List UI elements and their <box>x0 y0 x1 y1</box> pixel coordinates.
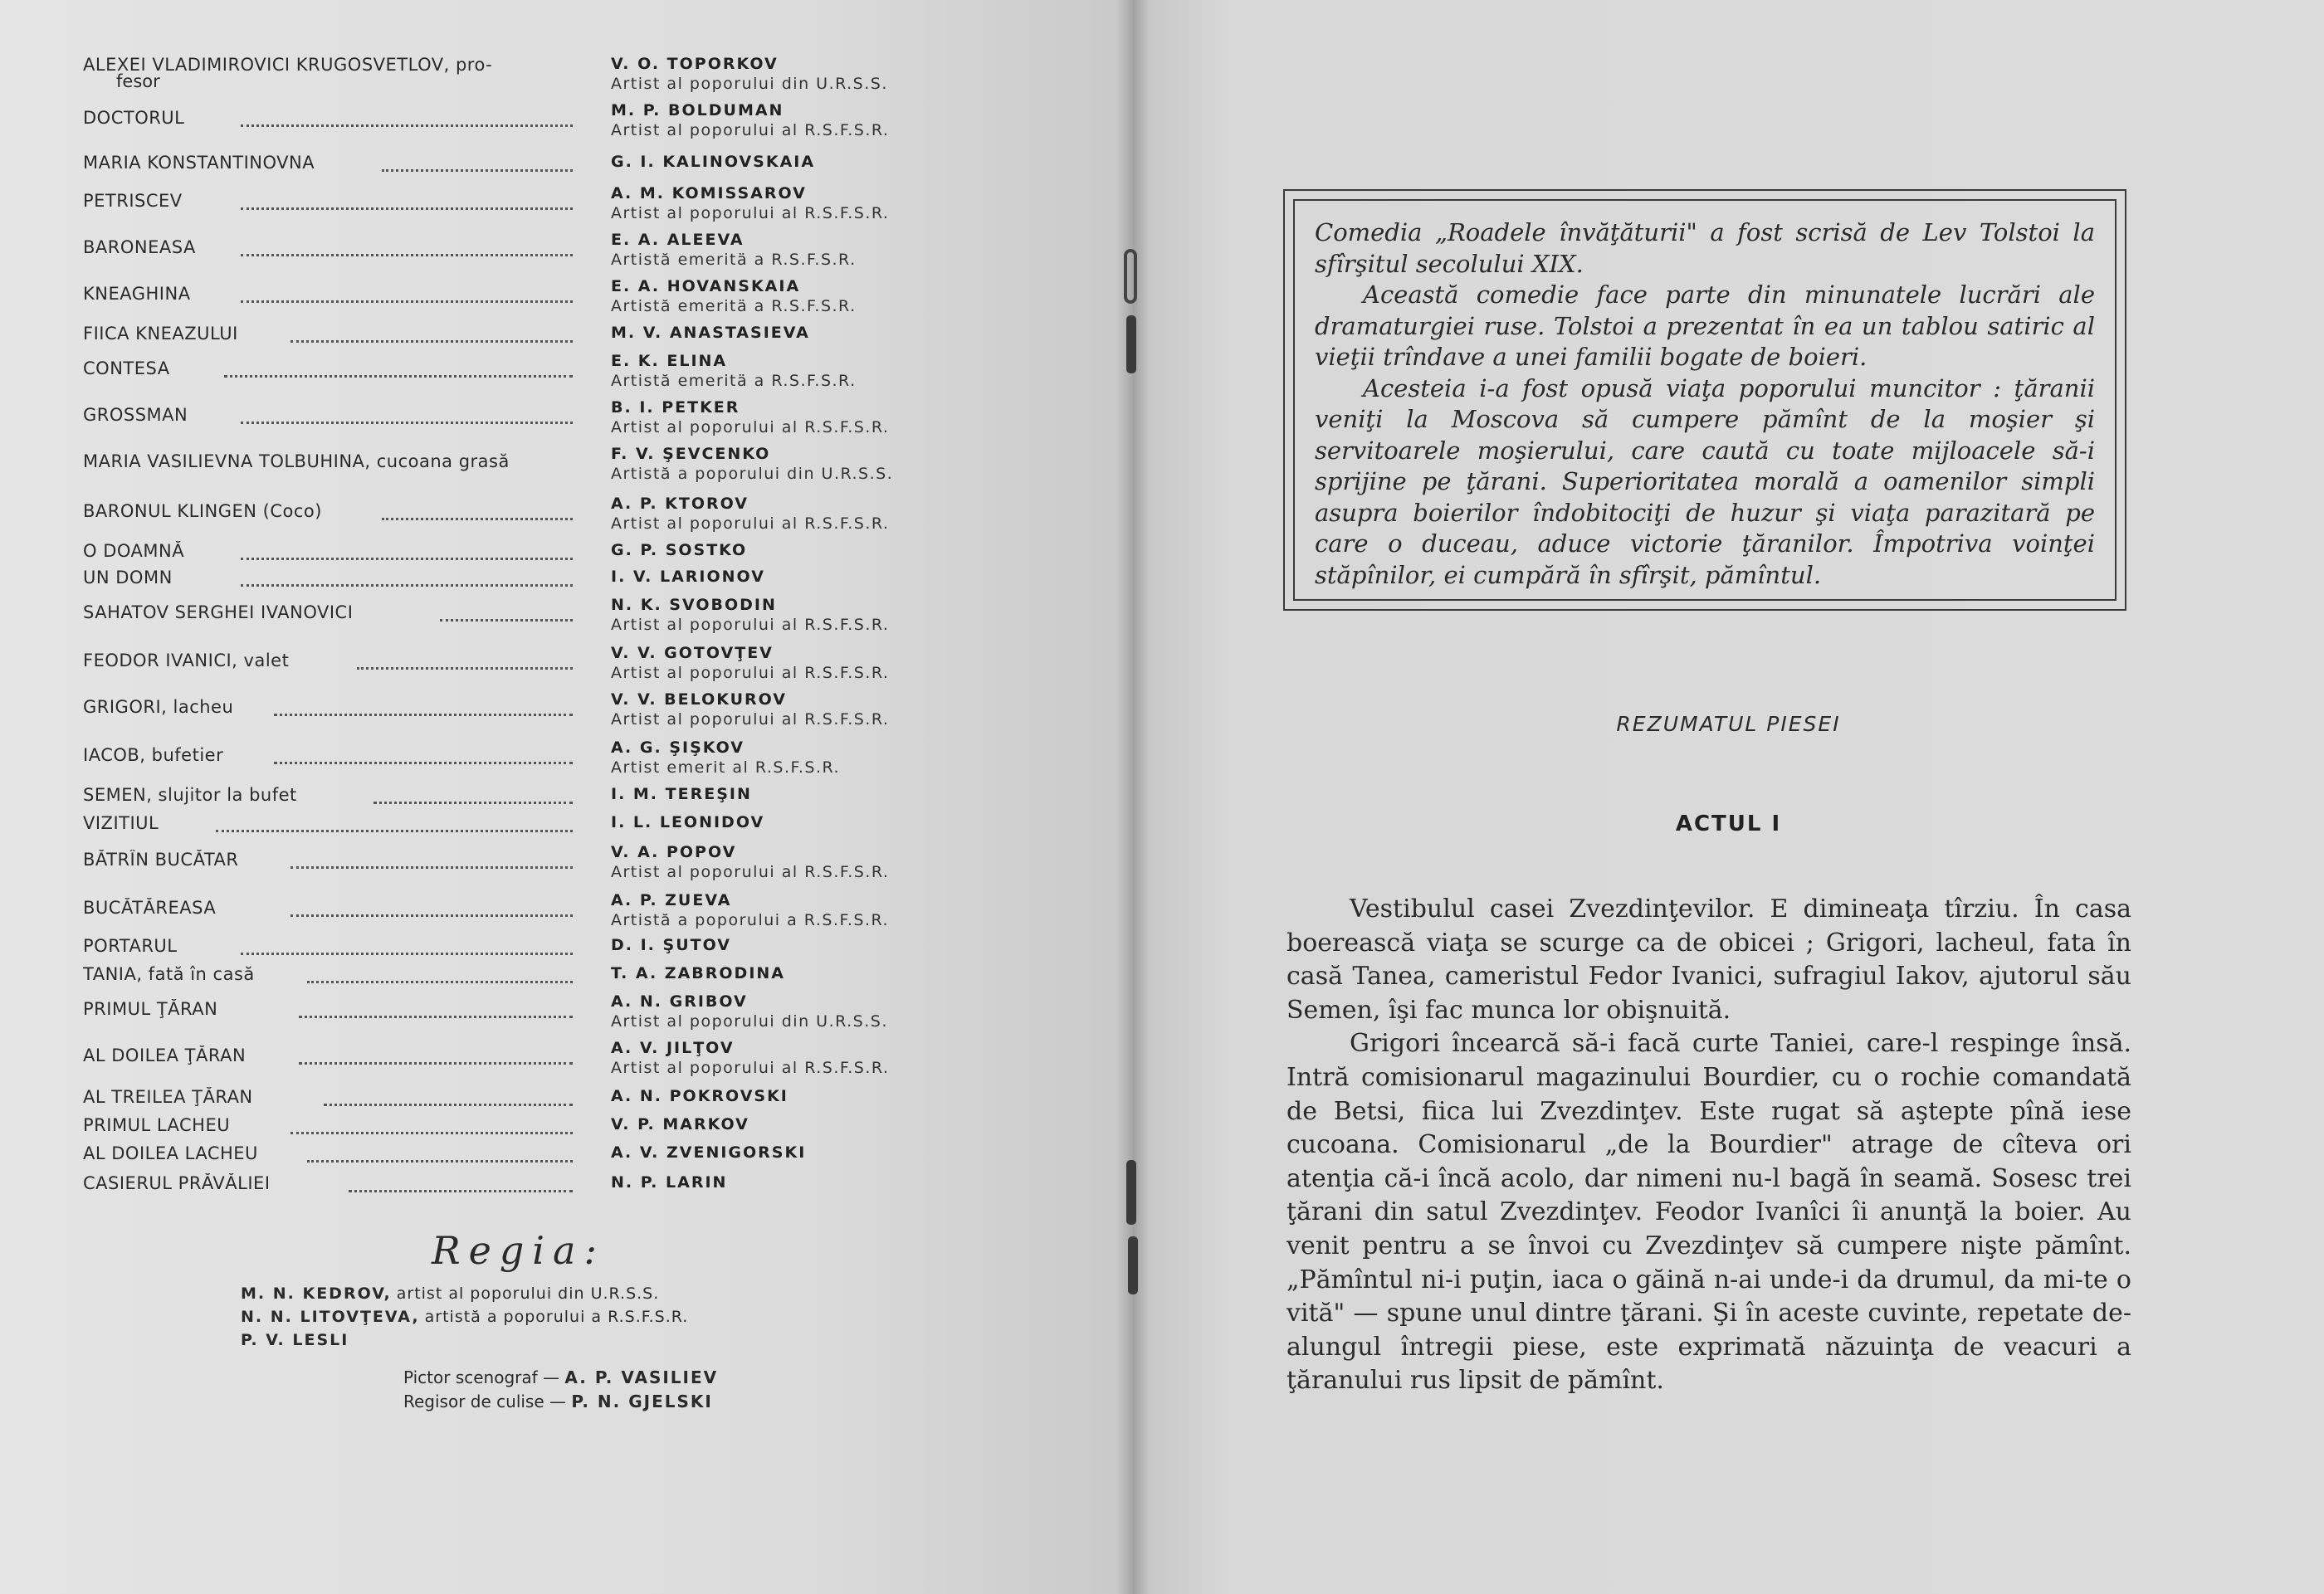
intro-paragraph: Comedia „Roadele învăţăturii" a fost scrisă de Lev Tolstoi la sfîrşitul secolului XIX. <box>1315 218 2095 278</box>
cast-actor: V. V. BELOKUROV <box>611 690 788 709</box>
cast-actor: E. K. ELINA <box>611 352 728 370</box>
cast-actor: I. V. LARIONOV <box>611 568 765 586</box>
director-name: N. N. LITOVŢEVA, <box>241 1308 420 1326</box>
cast-role: ALEXEI VLADIMIROVICI KRUGOSVETLOV, pro- <box>83 55 493 75</box>
cast-role: SEMEN, slujitor la bufet <box>83 785 297 805</box>
director-name: P. V. LESLI <box>241 1331 349 1349</box>
cast-role: MARIA VASILIEVNA TOLBUHINA, cucoana grasă <box>83 451 510 471</box>
cast-actor-title: Artist al poporului din U.R.S.S. <box>611 1012 888 1031</box>
cast-actor: V. P. MARKOV <box>611 1115 749 1133</box>
cast-role: CASIERUL PRĂVĂLIEI <box>83 1173 271 1193</box>
cast-actor-title: Artist al poporului al R.S.F.S.R. <box>611 863 890 881</box>
cast-actor-title: Artist al poporului al R.S.F.S.R. <box>611 664 890 682</box>
cast-actor: F. V. ŞEVCENKO <box>611 445 771 463</box>
dot-leader <box>241 124 573 127</box>
cast-role: GROSSMAN <box>83 405 188 425</box>
dot-leader <box>241 558 573 560</box>
staple-top-lower <box>1126 315 1136 373</box>
dot-leader <box>274 714 573 716</box>
cast-actor-title: Artist al poporului al R.S.F.S.R. <box>611 616 890 634</box>
cast-actor-title: Artist al poporului din U.R.S.S. <box>611 75 888 93</box>
cast-actor: I. M. TEREŞIN <box>611 785 752 803</box>
dot-leader <box>274 762 573 764</box>
dot-leader <box>290 866 573 869</box>
cast-role: AL DOILEA LACHEU <box>83 1143 258 1163</box>
cast-actor: V. A. POPOV <box>611 843 737 861</box>
cast-role-continuation: fesor <box>116 71 160 91</box>
director-line <box>241 1308 688 1326</box>
cast-role: MARIA KONSTANTINOVNA <box>83 153 315 173</box>
cast-role: O DOAMNĂ <box>83 541 185 561</box>
cast-actor-title: Artist al poporului al R.S.F.S.R. <box>611 1059 890 1077</box>
dot-leader <box>382 518 573 520</box>
cast-actor-title: Artistă a poporului a R.S.F.S.R. <box>611 911 890 929</box>
cast-actor-title: Artistă emeritä a R.S.F.S.R. <box>611 251 857 269</box>
crew-line <box>403 1392 713 1411</box>
dot-leader <box>307 981 573 983</box>
cast-actor: A. G. ŞIŞKOV <box>611 739 745 757</box>
crew-name: P. N. GJELSKI <box>571 1392 713 1411</box>
cast-actor-title: Artistă emeritä a R.S.F.S.R. <box>611 372 857 390</box>
dot-leader <box>241 422 573 424</box>
dot-leader <box>299 1016 573 1018</box>
cast-actor: V. V. GOTOVŢEV <box>611 644 774 662</box>
director-name: M. N. KEDROV, <box>241 1284 392 1303</box>
cast-actor-title: Artist emerit al R.S.F.S.R. <box>611 758 841 777</box>
crew-line <box>403 1367 718 1387</box>
cast-actor: B. I. PETKER <box>611 398 740 417</box>
cast-actor: A. V. JILŢOV <box>611 1039 735 1057</box>
cast-actor-title: Artistă a poporului din U.R.S.S. <box>611 465 894 483</box>
cast-actor: G. P. SOSTKO <box>611 541 748 559</box>
dot-leader <box>374 802 573 804</box>
intro-paragraph: Această comedie face parte din minunatele lucrări ale dramaturgiei ruse. Tolstoi a prezentat în ea un tablou satiric al vieţii trîndave a unei familii bogate de boieri. <box>1315 280 2095 371</box>
summary-title: REZUMATUL PIESEI <box>1616 712 1841 736</box>
cast-actor: V. O. TOPORKOV <box>611 55 779 73</box>
cast-actor: A. V. ZVENIGORSKI <box>611 1143 807 1162</box>
cast-actor-title: Artist al poporului al R.S.F.S.R. <box>611 418 890 436</box>
director-line <box>241 1331 349 1349</box>
book-gutter <box>1116 0 1150 1594</box>
act-summary-text <box>1286 893 2131 1398</box>
dot-leader <box>290 914 573 917</box>
act-paragraph: Grigori încearcă să-i facă curte Taniei, care-l respinge însă. Intră comisionarul magazinului Bourdier, cu o rochie comandată de Betsi, fiica lui Zvezdinţev. Este rugat să aştepte pînă iese cucoana. Comisionarul „de la Bourdier" atrage de cîteva ori atenţia că-i încă acolo, dar nimeni nu-l bagă în seamă. Sosesc trei ţărani din satul Zvezdinţev. Feodor Ivanîci îi anunţă la boier. Au venit pentru a se învoi cu Zvezdinţev să cumpere nişte pămînt. „Pămîntul ni-i puţin, iaca o găină n-ai unde-i da drumul, da mi-te o vită" — spune unul dintre ţărani. Şi în aceste cuvinte, repetate de-alungul întregii piese, este exprimată năzuinţa de veacuri a ţăranului rus lipsit de pămînt. <box>1286 1029 2131 1396</box>
cast-actor: T. A. ZABRODINA <box>611 964 785 982</box>
cast-actor: A. N. GRIBOV <box>611 992 748 1011</box>
cast-actor: D. I. ŞUTOV <box>611 936 731 954</box>
staple-top <box>1124 249 1137 304</box>
cast-actor: M. P. BOLDUMAN <box>611 101 784 119</box>
dot-leader <box>216 830 573 832</box>
staple-bottom <box>1126 1160 1136 1225</box>
dot-leader <box>224 375 573 378</box>
cast-role: IACOB, bufetier <box>83 745 224 765</box>
cast-actor-title: Artist al poporului al R.S.F.S.R. <box>611 514 890 533</box>
cast-role: BUCĂTĂREASA <box>83 898 217 918</box>
regia-heading: Regia: <box>432 1228 605 1273</box>
cast-actor: A. P. ZUEVA <box>611 891 732 909</box>
cast-role: BARONUL KLINGEN (Coco) <box>83 501 322 521</box>
dot-leader <box>241 584 573 587</box>
cast-actor: N. P. LARIN <box>611 1173 728 1192</box>
crew-name: A. P. VASILIEV <box>564 1367 719 1387</box>
cast-actor: A. P. KTOROV <box>611 495 749 513</box>
dot-leader <box>290 1132 573 1134</box>
act-paragraph: Vestibulul casei Zvezdinţevilor. E dimineaţa tîrziu. În casa boerească viaţa se scurge ca de obicei ; Grigori, lacheul, fata în casă Tanea, cameristul Fedor Ivanici, sufragiul Iakov, ajutorul său Semen, îşi fac munca lor obişnuită. <box>1286 894 2131 1025</box>
director-title: artistă a poporului a R.S.F.S.R. <box>424 1308 689 1326</box>
cast-role: AL TREILEA ŢĂRAN <box>83 1087 253 1107</box>
dot-leader <box>357 667 573 670</box>
cast-actor: A. N. POKROVSKI <box>611 1087 788 1105</box>
dot-leader <box>241 254 573 256</box>
cast-role: PRIMUL ŢĂRAN <box>83 999 218 1019</box>
cast-actor: G. I. KALINOVSKAIA <box>611 153 816 171</box>
cast-actor: I. L. LEONIDOV <box>611 813 765 831</box>
cast-actor: E. A. HOVANSKAIA <box>611 277 801 295</box>
cast-actor-title: Artist al poporului al R.S.F.S.R. <box>611 121 890 139</box>
crew-label: Regisor de culise — <box>403 1392 567 1411</box>
cast-actor: M. V. ANASTASIEVA <box>611 324 810 342</box>
staple-bottom-lower <box>1128 1236 1138 1294</box>
cast-role: BARONEASA <box>83 237 196 257</box>
cast-role: AL DOILEA ŢĂRAN <box>83 1046 247 1065</box>
dot-leader <box>349 1190 573 1192</box>
cast-role: PORTARUL <box>83 936 178 956</box>
dot-leader <box>241 207 573 210</box>
intro-box-text <box>1315 217 2095 591</box>
cast-actor: E. A. ALEEVA <box>611 231 745 249</box>
dot-leader <box>299 1062 573 1065</box>
dot-leader <box>440 619 573 622</box>
dot-leader <box>307 1160 573 1163</box>
cast-role: FEODOR IVANICI, valet <box>83 651 290 670</box>
cast-role: CONTESA <box>83 358 170 378</box>
intro-paragraph: Acesteia i-a fost opusă viaţa poporului muncitor : ţăranii veniţi la Moscova să cumpere pămînt de la moşier şi servitoarele moşierului, care caută cu toate mijloacele să-i sprijine pe ţărani. Superioritatea morală a oamenilor simpli asupra boierilor îndobitociţi de huzur şi viaţa parazitară pe care o duceau, aduce victorie ţăranilor. Împotriva voinţei stăpînilor, ei cumpără în sfîrşit, pămîntul. <box>1315 373 2095 589</box>
cast-role: VIZITIUL <box>83 813 159 833</box>
cast-role: FIICA KNEAZULUI <box>83 324 238 344</box>
cast-role: PRIMUL LACHEU <box>83 1115 231 1135</box>
cast-actor-title: Artist al poporului al R.S.F.S.R. <box>611 710 890 729</box>
cast-role: UN DOMN <box>83 568 173 587</box>
cast-actor: A. M. KOMISSAROV <box>611 184 807 202</box>
cast-role: KNEAGHINA <box>83 284 191 304</box>
dot-leader <box>241 953 573 955</box>
director-title: artist al poporului din U.R.S.S. <box>396 1284 660 1303</box>
cast-actor-title: Artist al poporului al R.S.F.S.R. <box>611 204 890 222</box>
cast-role: SAHATOV SERGHEI IVANOVICI <box>83 602 354 622</box>
director-line <box>241 1284 659 1303</box>
cast-role: DOCTORUL <box>83 108 185 128</box>
cast-actor-title: Artistă emeritä a R.S.F.S.R. <box>611 297 857 315</box>
dot-leader <box>324 1104 573 1106</box>
act-title: ACTUL I <box>1675 812 1782 836</box>
crew-label: Pictor scenograf — <box>403 1367 560 1387</box>
cast-role: GRIGORI, lacheu <box>83 697 234 717</box>
cast-role: BĂTRÎN BUCĂTAR <box>83 850 239 870</box>
cast-actor: N. K. SVOBODIN <box>611 596 777 614</box>
cast-role: TANIA, fată în casă <box>83 964 255 984</box>
dot-leader <box>241 300 573 303</box>
cast-role: PETRISCEV <box>83 191 183 211</box>
dot-leader <box>382 169 573 172</box>
dot-leader <box>290 340 573 343</box>
